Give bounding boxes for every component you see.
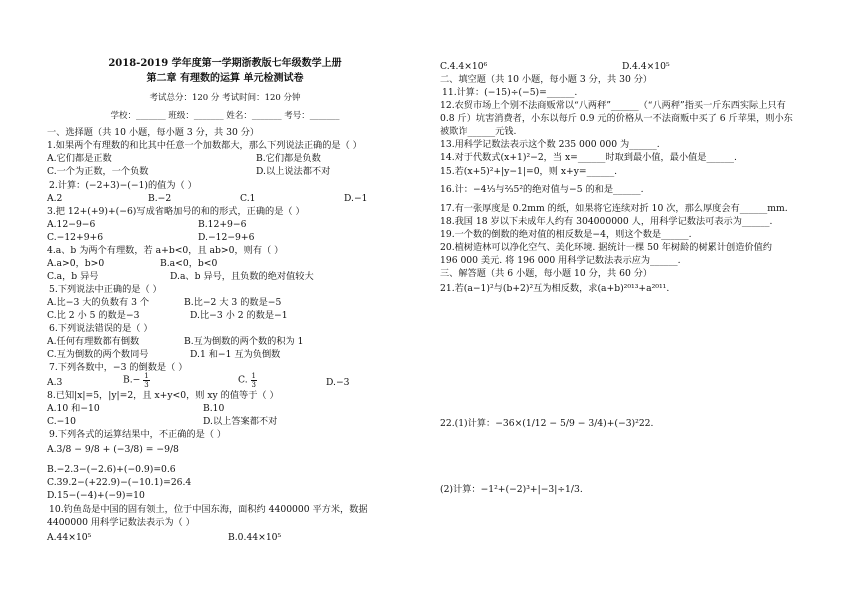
q7-option-d[interactable]: D.−3	[326, 377, 350, 388]
q9-option-a[interactable]: A.3/8 − 9/8 + (−3/8) = −9/8	[47, 444, 179, 455]
q9-option-d[interactable]: D.15−(−4)+(−9)=10	[47, 490, 145, 501]
exam-info: 考试总分：120 分 考试时间：120 分钟	[149, 93, 301, 103]
q20-line1: 20.植树造林可以净化空气、美化环境. 据统计一棵 50 年树龄的树累计创造价值约	[440, 242, 772, 253]
q7-option-b-fraction	[143, 372, 149, 389]
section1-heading: 一、选择题（共 10 小题，每小题 3 分，共 30 分）	[47, 127, 260, 138]
q4-option-d[interactable]: D.a、b 异号，且负数的绝对值较大	[170, 271, 314, 282]
q21: 21.若(a−1)²与(b+2)²互为相反数，求(a+b)²⁰¹³+a²⁰¹¹.	[440, 283, 670, 294]
q15: 15.若(x+5)²+|y−1|=0，则 x+y=______.	[440, 166, 618, 177]
q7-option-b-denominator: 3	[144, 381, 149, 389]
q20-line2: 196 000 美元. 将 196 000 用科学记数法表示应为______.	[440, 255, 681, 266]
q5-option-a[interactable]: A.比−3 大的负数有 3 个	[47, 297, 150, 308]
exam-title: 2018-2019 学年度第一学期浙教版七年级数学上册	[108, 58, 342, 69]
q2-option-b[interactable]: B.−2	[148, 193, 172, 204]
q7-stem: 7.下列各数中，−3 的倒数是（ ）	[49, 362, 188, 373]
q6-option-a[interactable]: A.任何有理数都有倒数	[47, 336, 140, 347]
q19: 19.一个数的倒数的绝对值的相反数是−4，则这个数是______.	[440, 229, 692, 240]
q13: 13.用科学记数法表示这个数 235 000 000 为______.	[440, 139, 660, 150]
q4-option-b[interactable]: B.a<0，b<0	[160, 258, 218, 269]
q7-option-c-numerator: 1	[251, 372, 257, 380]
q16: 16.计：−4⅓与⅔5²的绝对值与−5 的和是______.	[440, 184, 644, 195]
q3-option-c[interactable]: C.−12+9+6	[47, 232, 104, 243]
q1-option-c[interactable]: C.一个为正数，一个负数	[47, 166, 149, 177]
exam-subtitle: 第二章 有理数的运算 单元检测试卷	[146, 73, 304, 84]
q12-line3: 被欺诈______元钱.	[440, 126, 517, 137]
q10-option-b[interactable]: B.0.44×10⁵	[228, 532, 282, 543]
q7-option-b[interactable]	[123, 372, 150, 389]
q8-stem: 8.已知|x|=5，|y|=2，且 x+y<0，则 xy 的值等于（ ）	[47, 390, 279, 401]
section3-heading: 三、解答题（共 6 小题，每小题 10 分，共 60 分）	[440, 268, 653, 279]
q7-option-b-numerator: 1	[144, 372, 149, 380]
q12-line1: 12.农贸市场上个别不法商贩常以“八两秤”______（“八两秤”指买一斤东西实际上只有	[440, 100, 786, 111]
q9-option-c[interactable]: C.39.2−(+22.9)−(−10.1)=26.4	[47, 477, 192, 488]
q8-option-b[interactable]: B.10	[203, 403, 225, 414]
q10-stem-line1: 10.钓鱼岛是中国的固有领土，位于中国东海，面积约 4400000 平方米，数据	[49, 504, 368, 515]
q1-option-b[interactable]: B.它们都是负数	[256, 153, 321, 164]
student-info: 学校：_______ 班级：_______ 姓名：_______ 考号：_______	[110, 111, 340, 121]
q3-option-d[interactable]: D.−12−9+6	[198, 232, 255, 243]
q8-option-a[interactable]: A.10 和−10	[47, 403, 100, 414]
q7-option-b-prefix: B.−	[123, 374, 141, 386]
q6-stem: 6.下列说法错误的是（ ）	[49, 323, 153, 334]
q9-option-b[interactable]: B.−2.3−(−2.6)+(−0.9)=0.6	[47, 464, 176, 475]
q6-option-b[interactable]: B.互为倒数的两个数的积为 1	[184, 336, 304, 347]
q5-option-b[interactable]: B.比−2 大 3 的数是−5	[184, 297, 282, 308]
q10-option-d[interactable]: D.4.4×10⁵	[622, 61, 670, 72]
q1-stem: 1.如果两个有理数的和比其中任意一个加数都大，那么下列说法正确的是（ ）	[47, 140, 362, 151]
q17: 17.有一张厚度是 0.2mm 的纸，如果将它连续对折 10 次，那么厚度会有______mm.	[440, 203, 788, 214]
q4-option-a[interactable]: A.a>0，b>0	[47, 258, 105, 269]
q10-stem-line2: 4400000 用科学记数法表示为（ ）	[47, 517, 195, 528]
q5-option-d[interactable]: D.比−3 小 2 的数是−1	[190, 310, 288, 321]
q6-option-d[interactable]: D.1 和−1 互为负倒数	[190, 349, 281, 360]
q7-option-a[interactable]: A.3	[47, 377, 63, 388]
q3-stem: 3.把 12+(+9)+(−6)写成省略加号的和的形式，正确的是（ ）	[47, 206, 305, 217]
q6-option-c[interactable]: C.互为倒数的两个数同号	[47, 349, 149, 360]
q1-option-d[interactable]: D.以上说法都不对	[256, 166, 331, 177]
q3-option-a[interactable]: A.12−9−6	[47, 219, 96, 230]
q3-option-b[interactable]: B.12+9−6	[198, 219, 247, 230]
q5-option-c[interactable]: C.比 2 小 5 的数是−3	[47, 310, 140, 321]
q11: 11.计算：(−15)÷(−5)=______.	[442, 87, 578, 98]
q1-option-a[interactable]: A.它们都是正数	[47, 153, 112, 164]
section2-heading: 二、填空题（共 10 小题，每小题 3 分，共 30 分）	[440, 74, 653, 85]
q2-option-d[interactable]: D.−1	[344, 193, 368, 204]
q2-stem: 2.计算：(−2+3)−(−1)的值为（ ）	[49, 180, 197, 191]
q2-option-c[interactable]: C.1	[240, 193, 256, 204]
q14: 14.对于代数式(x+1)²−2，当 x=______时取到最小值，最小值是______.	[440, 152, 737, 163]
q22-part1: 22.(1)计算：−36×(1/12 − 5/9 − 3/4)+(−3)²22.	[440, 418, 654, 429]
q5-stem: 5.下列说法中正确的是（ ）	[49, 284, 162, 295]
q4-stem: 4.a、b 为两个有理数，若 a+b<0，且 ab>0，则有（ ）	[47, 245, 284, 256]
q2-option-a[interactable]: A.2	[47, 193, 63, 204]
q8-option-d[interactable]: D.以上答案都不对	[203, 416, 278, 427]
q10-option-c[interactable]: C.4.4×10⁶	[440, 61, 488, 72]
q18: 18.我国 18 岁以下未成年人约有 304000000 人，用科学记数法可表示为______.	[440, 216, 773, 227]
q8-option-c[interactable]: C.−10	[47, 416, 77, 427]
q10-option-a[interactable]: A.44×10⁵	[47, 532, 92, 543]
q7-option-c-prefix: C.	[238, 374, 248, 386]
q7-option-c-denominator: 3	[251, 381, 257, 389]
q7-option-c[interactable]	[238, 372, 257, 389]
q7-option-c-fraction	[251, 372, 257, 389]
q22-part2: (2)计算：−1²+(−2)³+|−3|÷1/3.	[440, 484, 583, 495]
q12-line2: 0.8 斤）坑害消费者，小东以每斤 0.9 元的价格从一不法商贩中买了 6 斤苹果，则小东	[440, 113, 793, 124]
q4-option-c[interactable]: C.a，b 异号	[47, 271, 99, 282]
q9-stem: 9.下列各式的运算结果中，不正确的是（ ）	[49, 429, 227, 440]
